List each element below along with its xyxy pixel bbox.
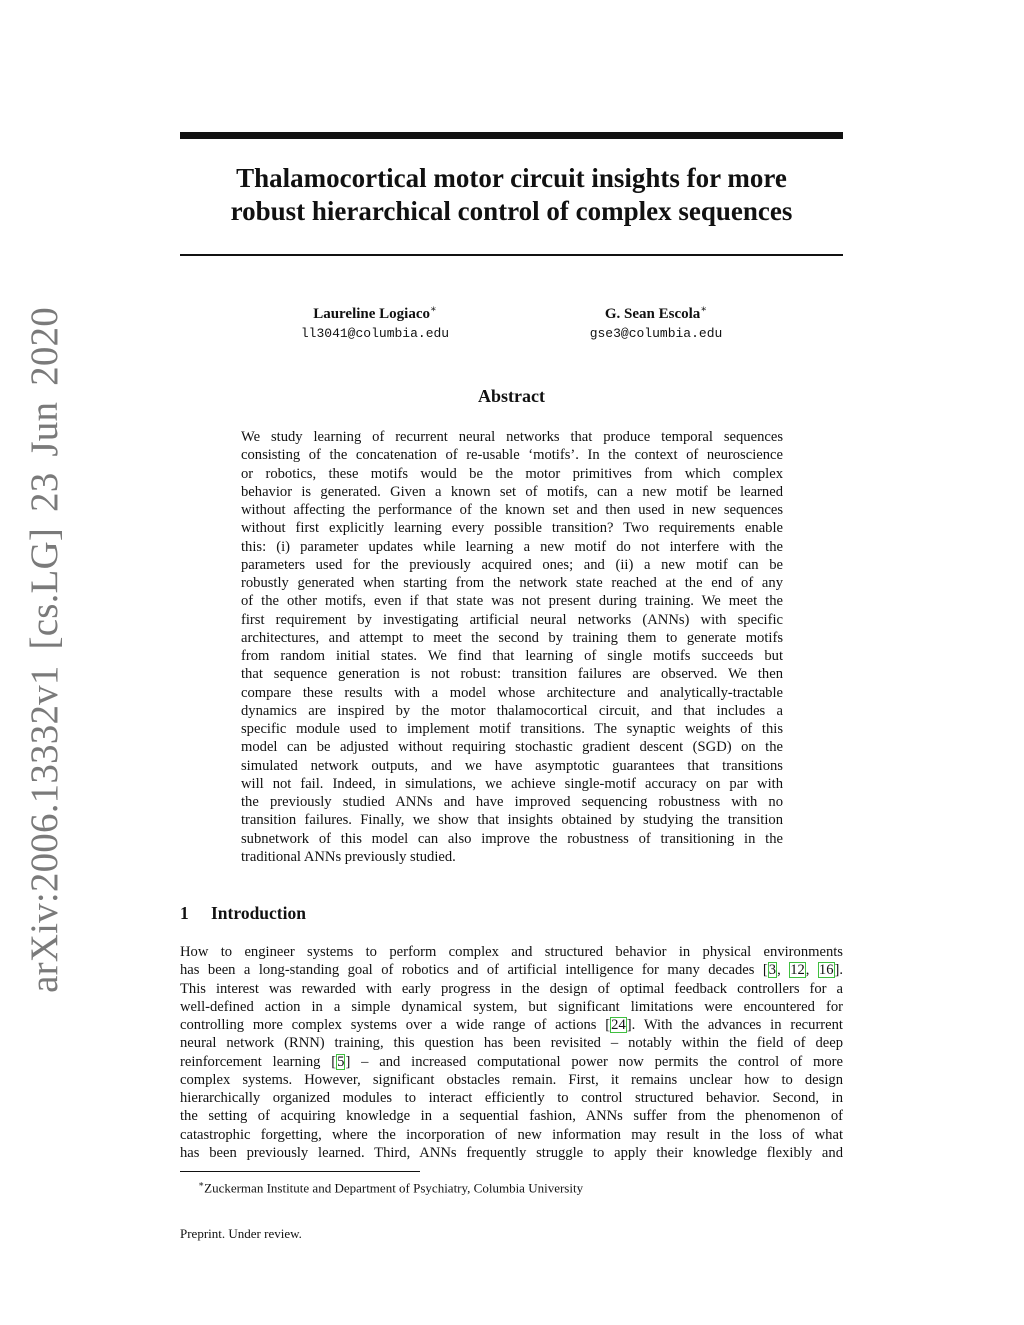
- footnote-rule: [180, 1171, 420, 1172]
- title-bottom-rule: [180, 254, 843, 256]
- footnote-mark: ∗: [198, 1179, 205, 1189]
- intro-line: [180, 1089, 843, 1107]
- intro-text: ,: [805, 962, 818, 979]
- abstract-line: will not fail. Indeed, in simulations, we achieve single-motif accuracy on par with: [241, 775, 783, 792]
- author-block: [496, 300, 816, 343]
- intro-text: This interest was rewarded with early progress in the design of optimal feedback controllers for a: [180, 980, 843, 997]
- footnote-text: Zuckerman Institute and Department of Psychiatry, Columbia University: [204, 1180, 584, 1196]
- footnote: [198, 1176, 583, 1196]
- citation-link[interactable]: 3: [768, 962, 777, 979]
- intro-text: has been previously learned. Third, ANNs frequently struggle to apply their knowledge flexibly and: [180, 1144, 843, 1161]
- intro-text: ].: [834, 962, 844, 979]
- author-name: Laureline Logiaco∗: [313, 304, 437, 322]
- abstract-line: behavior is generated. Given a known set of motifs, can a new motif be learned: [241, 483, 783, 500]
- abstract-line: architectures, and attempt to meet the second by training them to generate motifs: [241, 629, 783, 646]
- section-title: Introduction: [211, 903, 306, 923]
- abstract-line: compare these results with a model whose architecture and analytically-tractable: [241, 684, 783, 701]
- intro-text: neural network (RNN) training, this question has been revisited – notably within the field of deep: [180, 1035, 843, 1052]
- intro-line: [180, 1126, 843, 1144]
- abstract-line: this: (i) parameter updates while learning a new motif do not interfere with the: [241, 538, 783, 555]
- intro-text: the setting of acquiring knowledge in a sequential fashion, ANNs suffer from the phenomenon of: [180, 1108, 843, 1125]
- author-footnote-mark: ∗: [430, 304, 437, 315]
- intro-text: has been a long-standing goal of robotics and of artificial intelligence for many decades [: [180, 962, 768, 979]
- intro-text: ] – and increased computational power now permits the control of more: [345, 1053, 844, 1070]
- section-number: 1: [180, 903, 189, 923]
- abstract-line: model can be adjusted without requiring stochastic gradient descent (SGD) on the: [241, 739, 783, 756]
- citation-link[interactable]: 5: [337, 1053, 345, 1070]
- abstract-heading: Abstract: [478, 386, 545, 406]
- intro-text: ]. With the advances in recurrent: [626, 1017, 843, 1033]
- abstract-line: consisting of the concatenation of re-usable ‘motifs’. In the context of neuroscience: [241, 447, 783, 464]
- abstract-line: transition failures. Finally, we show that insights obtained by studying the transition: [241, 812, 783, 829]
- abstract-line: from random initial states. We find that learning of single motifs succeeds but: [241, 648, 783, 664]
- intro-text: hierarchically organized modules to interact efficiently to control structured behavior. Second, in: [180, 1090, 843, 1106]
- intro-line: [180, 1053, 843, 1071]
- title-line: robust hierarchical control of complex sequences: [230, 196, 793, 226]
- abstract-line: or robotics, these motifs would be the motor primitives from which complex: [241, 465, 783, 482]
- abstract-line: simulated network outputs, and we have asymptotic guarantees that transitions: [241, 757, 783, 774]
- intro-text: ,: [777, 962, 790, 979]
- abstract-line: subnetwork of this model can also improve the robustness of transitioning in the: [241, 830, 783, 847]
- intro-line: [180, 998, 843, 1016]
- abstract-line: that sequence generation is not robust: transition failures are observed. We then: [241, 666, 783, 683]
- abstract-line: traditional ANNs previously studied.: [241, 848, 456, 865]
- author-name: G. Sean Escola∗: [604, 304, 708, 322]
- abstract-line: without first explicitly learning every possible transition? Two requirements enable: [241, 520, 783, 537]
- abstract-line: dynamics are inspired by the motor thalamocortical circuit, and that includes a: [241, 702, 783, 719]
- section-heading: [180, 902, 580, 924]
- intro-text: How to engineer systems to perform complex and structured behavior in physical environments: [180, 944, 843, 960]
- intro-line: [180, 1034, 843, 1052]
- abstract-line: the previously studied ANNs and have improved sequencing robustness with no: [241, 794, 783, 810]
- title-top-rule: [180, 132, 843, 139]
- author-email: gse3@columbia.edu: [589, 326, 723, 341]
- introduction-body: [180, 943, 843, 1162]
- intro-line: [180, 961, 843, 979]
- author-block: [215, 300, 535, 343]
- intro-text: well-defined action in a simple dynamical system, but significant limitations were encountered for: [180, 998, 843, 1015]
- citation-link[interactable]: 16: [818, 962, 834, 979]
- abstract-line: specific module used to implement motif transitions. The synaptic weights of this: [241, 721, 783, 737]
- author-email: ll3041@columbia.edu: [300, 326, 450, 341]
- author-footnote-mark: ∗: [700, 304, 708, 315]
- paper-title: [180, 162, 843, 228]
- intro-line: [180, 1107, 843, 1125]
- intro-line: [180, 1016, 843, 1034]
- preprint-note: Preprint. Under review.: [180, 1226, 302, 1241]
- intro-text: controlling more complex systems over a wide range of actions [: [180, 1017, 611, 1033]
- intro-text: catastrophic forgetting, where the incorporation of new information may result in the loss of what: [180, 1126, 843, 1143]
- citation-link[interactable]: 24: [611, 1017, 626, 1033]
- abstract-line: of the other motifs, even if that state was not present during training. We meet the: [241, 593, 783, 610]
- intro-text: reinforcement learning [: [180, 1053, 337, 1070]
- abstract-line: first requirement by investigating artificial neural networks (ANNs) with specific: [241, 611, 783, 628]
- title-line: Thalamocortical motor circuit insights for more: [236, 163, 787, 193]
- arxiv-stamp: arXiv:2006.13332v1 [cs.LG] 23 Jun 2020: [23, 307, 66, 993]
- citation-link[interactable]: 12: [790, 962, 805, 979]
- intro-text: complex systems. However, significant obstacles remain. First, it remains unclear how to design: [180, 1071, 843, 1088]
- intro-line: [180, 1071, 843, 1089]
- abstract-line: without affecting the performance of the known set and then used in new sequences: [241, 502, 783, 518]
- abstract-line: We study learning of recurrent neural networks that produce temporal sequences: [241, 429, 783, 445]
- intro-line: [180, 1144, 843, 1162]
- abstract-line: robustly generated when starting from the network state reached at the end of any: [241, 575, 783, 591]
- abstract-line: parameters used for the previously acquired ones; and (ii) a new motif can be: [241, 556, 783, 573]
- intro-line: [180, 980, 843, 998]
- intro-line: [180, 943, 843, 961]
- abstract-body: [241, 428, 783, 866]
